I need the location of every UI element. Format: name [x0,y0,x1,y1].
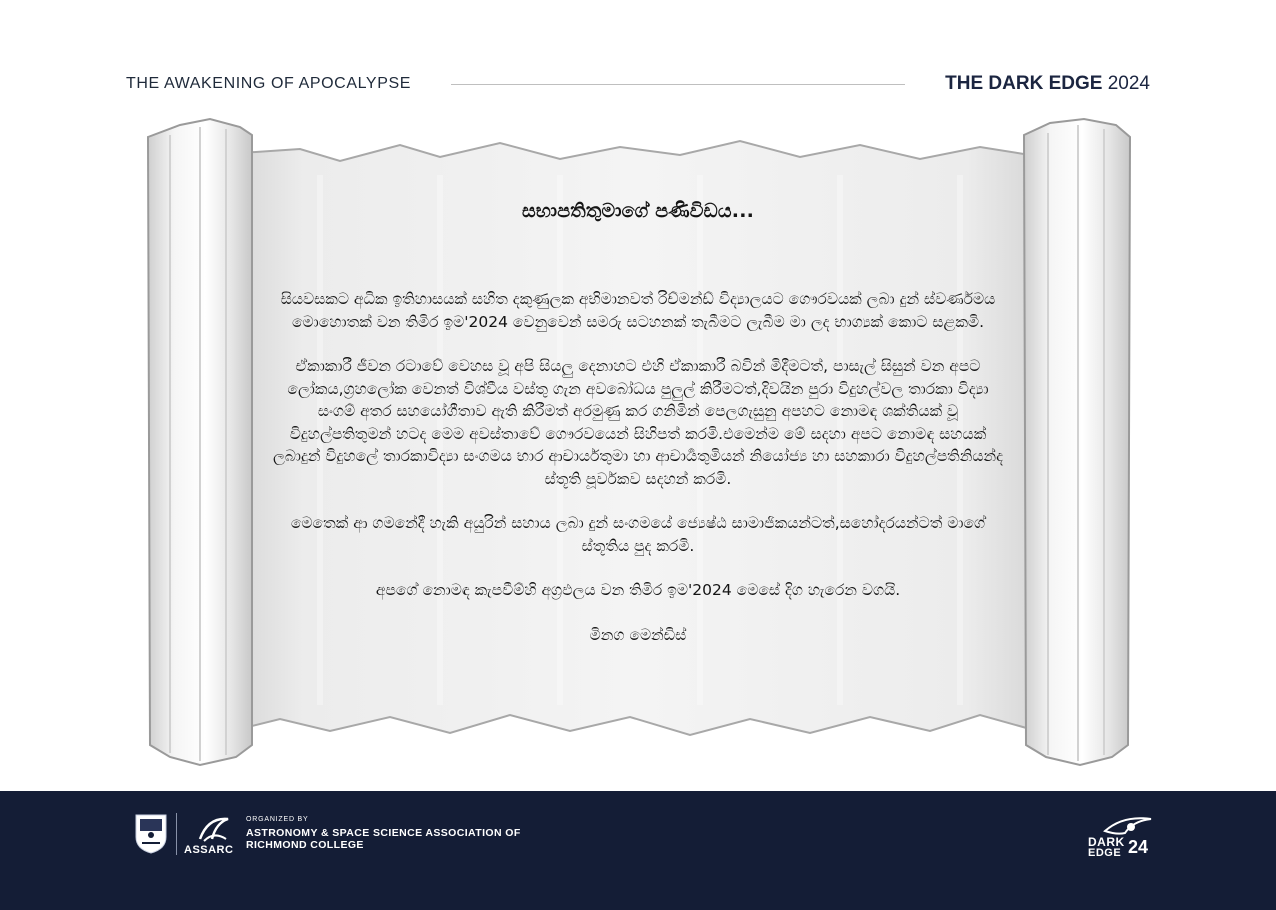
header-left-title: THE AWAKENING OF APOCALYPSE [126,75,412,92]
page-footer [0,791,1276,910]
message-paragraph-4: අපගේ නොමඳ කැපවීම්හි අග්‍රඵලය වන තිමිර ඉම'2024 මෙසේ දිග හැරෙන වගයි. [375,581,901,599]
organizer-name-line2: RICHMOND COLLEGE [246,839,364,851]
header-right-title [945,73,1150,95]
header-right-title-bold: THE DARK EDGE [945,73,1103,94]
assarc-label: ASSARC [184,844,234,856]
organized-by-caption: ORGANIZED BY [246,816,309,823]
header-right-title-year: 2024 [1107,73,1150,94]
message-paragraph-1: සියවසකට අධික ඉතිහාසයක් සහිත දකුණුලක අභිමානවත් රිච්මන්ඩ් විද්‍යාලයට ගෞරවයක් ලබා දුන් ස්වර්ණමය මොහොතක් වන තිමිර ඉම'2024 වෙනුවෙන් සමරු සටහනක් තැබීමට ලැබීම මා ලද භාග්‍යක් කොට සළකමි. [280,290,996,331]
organizer-block [246,816,521,851]
message-signature: මිනග මෙන්ඩිස් [589,625,687,644]
footer-logo-divider [176,813,177,855]
dark-edge-logo-year: 24 [1128,837,1149,857]
college-crest-icon [134,813,168,855]
organizer-name-line1: ASTRONOMY & SPACE SCIENCE ASSOCIATION OF [246,827,521,839]
dark-edge-logo-text-dark: DARK [1088,835,1125,849]
message-paragraph-3: මෙතෙක් ආ ගමනේදී හැකි අයුරින් සහාය ලබා දුන් සංගමයේ ජ්‍යෙෂ්ඨ සාමාජිකයන්ටත්,සහෝදරයන්ටත් මාගේ ස්තූතිය පුද කරමි. [290,514,986,555]
message-paragraph-2: ඒකාකාරී ජීවන රටාවේ වෙහස වූ අපි සියලු දෙනාහට එහි ඒකාකාරී බවින් මිදීමටත්, පාසැල් සිසුන් වන අපට ලෝකය,ග්‍රහලෝක වෙනත් විශ්වීය වස්තු ගැන අවබෝධය පුලුල් කිරීමටත්,දිවයින පුරා විදුහල්වල තාරකා විද්‍යා සංගම් අතර සහයෝගීතාව ඇති කිරීමත් අරමුණු කර ගනිමින් පෙලගැසුනු අපහට නොමඳ ශක්තියක් වූ විදුහල්පතිතුමන් හටද මෙම අවස්තාවේ ගෞරවයෙන් සිහිපත් කරමි.එමෙන්ම මේ සදහා අපට නොමඳ සහයක් ලබාදුන් විදුහලේ තාරකාවිද්‍යා සංගමය භාර ආචාර්යතුමා හා ආචාර්‍යතුමියන් නියෝජ්‍ය හා සහකාරා විදුහල්පතිනියන්ද ස්තූති පූර්වකව සදහන් කරමි. [273,357,1003,488]
message-title: සභාපතිතුමාගේ පණිවිඩය... [521,200,755,222]
header-divider [451,84,905,85]
dark-edge-logo-text-edge: EDGE [1088,847,1122,859]
chairman-message [270,200,1006,646]
page-header [126,72,1150,96]
